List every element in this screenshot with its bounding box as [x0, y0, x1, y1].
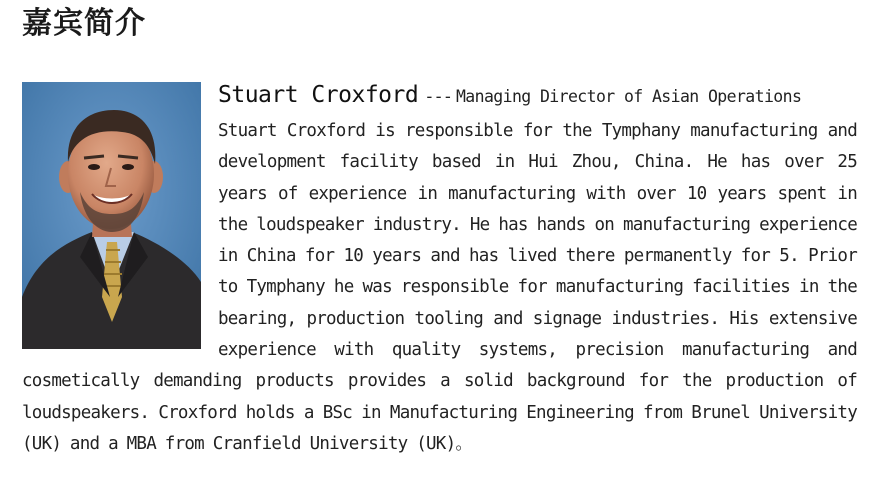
speaker-name: Stuart Croxford — [218, 82, 419, 108]
page-heading: 嘉宾简介 — [22, 6, 146, 41]
speaker-role: Managing Director of Asian Operations — [455, 87, 802, 106]
speaker-portrait-image — [22, 82, 201, 349]
speaker-bio: Stuart Croxford is responsible for the Tymphany manufacturing and development facility based in Hui Zhou, China. He has over 25 years of experience in manufacturing with over 10 years spent in the loudspeaker industry. He has hands on manufacturing experience in China for 10 years and has lived there permanently for 5. Prior to Tymphany he was responsible for manufacturing facilities in the bearing, production tooling and signage industries. His extensive experience with quality systems, precision manufacturing and cosmetically demanding products provides a solid background for the production of loudspeakers. Croxford holds a BSc in Manufacturing Engineering from Brunel University (UK) and a MBA from Cranfield University (UK)。 — [22, 121, 857, 454]
speaker-portrait — [22, 82, 201, 349]
title-separator: --- — [424, 87, 452, 107]
speaker-profile — [22, 78, 857, 460]
